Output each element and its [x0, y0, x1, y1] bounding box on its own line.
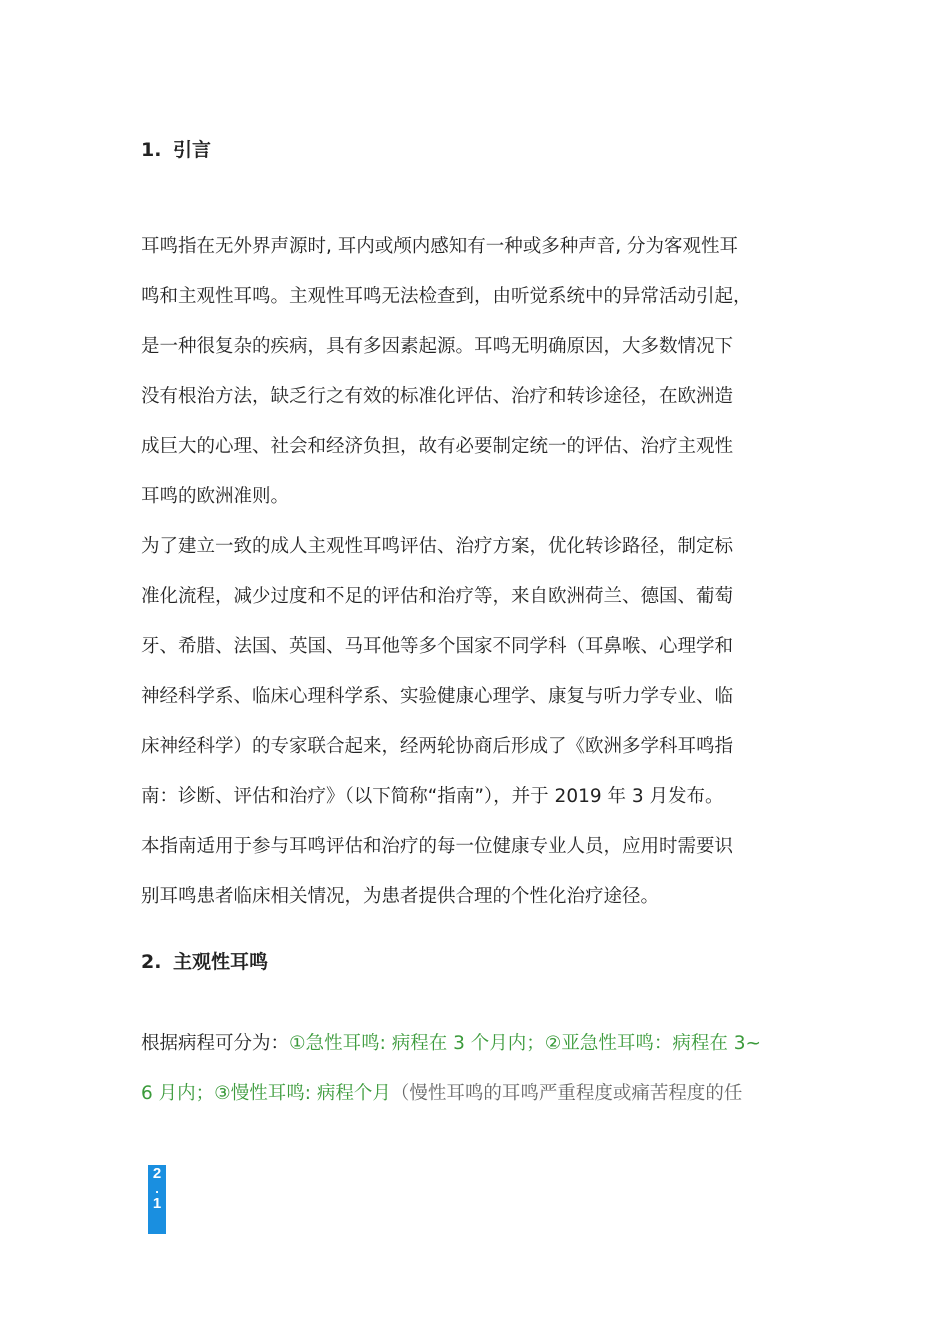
page-number-top: 2 [152, 1165, 162, 1182]
paragraph-line: 南：诊断、评估和治疗》（以下简称“指南”），并于 2019 年 3 月发布。 [141, 786, 724, 807]
paragraph-line: 准化流程，减少过度和不足的评估和治疗等，来自欧洲荷兰、德国、葡萄 [141, 586, 734, 607]
paragraph-line: 没有根治方法，缺乏行之有效的标准化评估、治疗和转诊途径，在欧洲造 [141, 386, 734, 407]
classification-paragraph [141, 1019, 821, 1119]
paragraph-line: 牙、希腊、法国、英国、马耳他等多个国家不同学科（耳鼻喉、心理学和 [141, 636, 734, 657]
paragraph-line [141, 1019, 821, 1069]
classification-note: （慢性耳鸣的耳鸣严重程度或痛苦程度的任 [390, 1083, 743, 1104]
paragraph-line: 床神经科学）的专家联合起来，经两轮协商后形成了《欧洲多学科耳鸣指 [141, 736, 734, 757]
paragraph-line: 别耳鸣患者临床相关情况，为患者提供合理的个性化治疗途径。 [141, 886, 660, 907]
page-number-dot: . [155, 1181, 159, 1196]
section-number: 2. [141, 951, 162, 973]
section-title: 主观性耳鸣 [173, 951, 269, 973]
paragraph-line: 鸣和主观性耳鸣。主观性耳鸣无法检查到，由听觉系统中的异常活动引起， [141, 286, 752, 307]
paragraph-line: 耳鸣指在无外界声源时, 耳内或颅内感知有一种或多种声音, 分为客观性耳 [141, 236, 739, 257]
introduction-paragraph [141, 222, 821, 922]
paragraph-line: 本指南适用于参与耳鸣评估和治疗的每一位健康专业人员，应用时需要识 [141, 836, 734, 857]
paragraph-line: 是一种很复杂的疾病，具有多因素起源。耳鸣无明确原因，大多数情况下 [141, 336, 734, 357]
section-title: 引言 [173, 139, 212, 161]
section-number: 1. [141, 139, 162, 161]
paragraph-line [141, 1069, 821, 1119]
paragraph-line: 成巨大的心理、社会和经济负担，故有必要制定统一的评估、治疗主观性 [141, 436, 734, 457]
paragraph-line: 神经科学系、临床心理科学系、实验健康心理学、康复与听力学专业、临 [141, 686, 734, 707]
section-heading-introduction [141, 136, 211, 164]
classification-intro: 根据病程可分为： [141, 1033, 290, 1054]
page-number-badge [148, 1165, 166, 1234]
section-heading-subjective-tinnitus [141, 948, 268, 976]
paragraph-line: 为了建立一致的成人主观性耳鸣评估、治疗方案，优化转诊路径，制定标 [141, 536, 734, 557]
classification-highlight: 6 月内；③慢性耳鸣: 病程个月 [141, 1083, 391, 1104]
classification-highlight: ①急性耳鸣: 病程在 3 个月内；②亚急性耳鸣：病程在 3~ [289, 1033, 761, 1054]
page-number-bottom: 1 [152, 1195, 162, 1212]
paragraph-line: 耳鸣的欧洲准则。 [141, 486, 290, 507]
